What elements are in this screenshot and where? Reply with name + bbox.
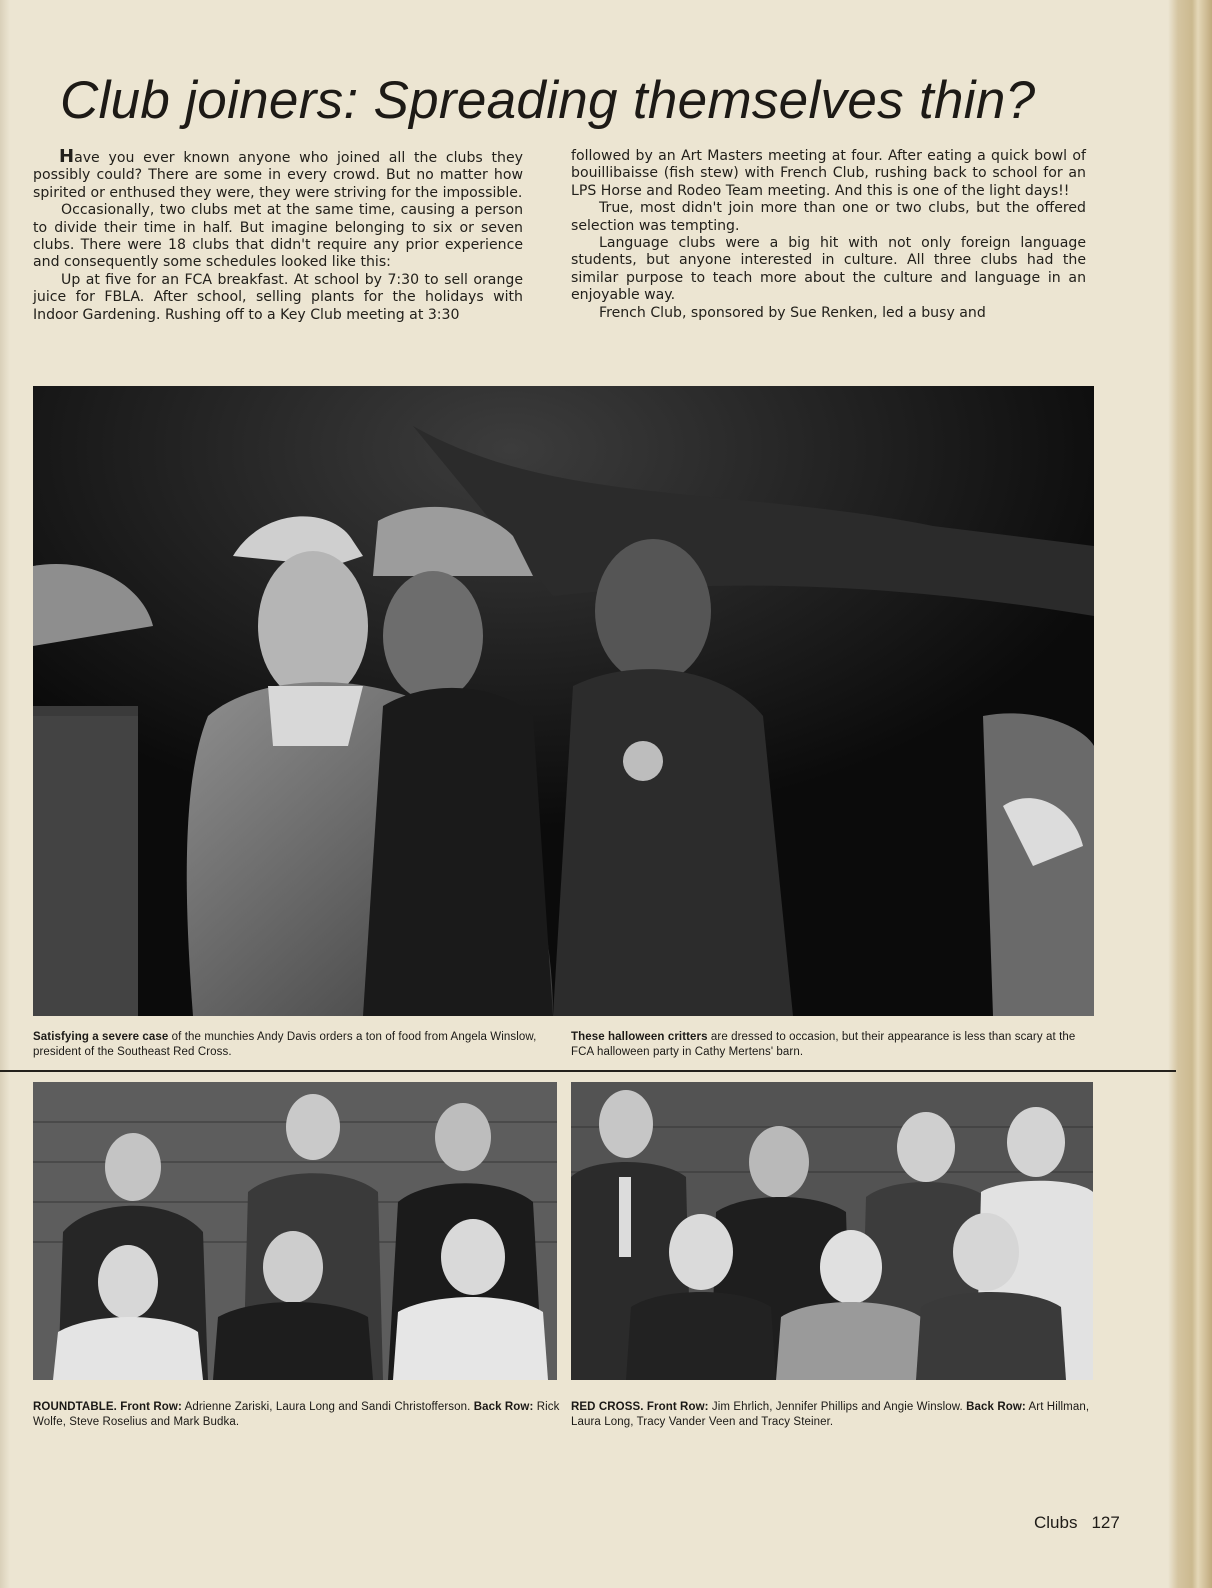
article-left-column: [33, 148, 523, 324]
club-name: ROUNDTABLE.: [33, 1401, 117, 1413]
caption-lead: Satisfying a severe case: [33, 1031, 169, 1043]
section-divider: [0, 1070, 1176, 1072]
page-binding-edge: [1168, 0, 1212, 1588]
main-photo-caption-left: Satisfying a severe case of the munchies Andy Davis orders a ton of food from Angela Winslow, president of the Southeast Red Cross.: [33, 1031, 537, 1058]
roundtable-caption: ROUNDTABLE. Front Row: Adrienne Zariski, Laura Long and Sandi Christofferson. Back Row: Rick Wolfe, Steve Roselius and Mark Budka.: [33, 1401, 560, 1428]
caption-lead: These halloween critters: [571, 1031, 708, 1043]
section-name: Clubs: [1034, 1513, 1078, 1532]
article-paragraph: True, most didn't join more than one or two clubs, but the offered selection was tempting.: [571, 200, 1086, 234]
main-photo-caption-right: These halloween critters are dressed to occasion, but their appearance is less than scary at the FCA halloween party in Cathy Mertens' barn.: [571, 1031, 1076, 1058]
article-right-column: [571, 148, 1086, 322]
article-paragraph: Occasionally, two clubs met at the same time, causing a person to divide their time in half. But imagine belonging to six or seven clubs. There were 18 clubs that didn't require any prior experience and consequently some schedules looked like this:: [33, 202, 523, 271]
article-paragraph: followed by an Art Masters meeting at four. After eating a quick bowl of bouillibaisse (fish stew) with French Club, rushing back to school for an LPS Horse and Rodeo Team meeting. And this is one of the light days!!: [571, 148, 1086, 199]
red-cross-caption: RED CROSS. Front Row: Jim Ehrlich, Jennifer Phillips and Angie Winslow. Back Row: Art Hillman, Laura Long, Tracy Vander Veen and Tracy Steiner.: [571, 1401, 1090, 1428]
club-name: RED CROSS.: [571, 1401, 644, 1413]
page-number: 127: [1091, 1513, 1120, 1532]
page-left-edge: [0, 0, 10, 1588]
drop-cap: H: [59, 146, 75, 167]
article-paragraph: Up at five for an FCA breakfast. At school by 7:30 to sell orange juice for FBLA. After school, selling plants for the holidays with Indoor Gardening. Rushing off to a Key Club meeting at 3:30: [33, 271, 523, 323]
halloween-party-photo: [33, 386, 1094, 1016]
article-paragraph: Have you ever known anyone who joined all the clubs they possibly could? There are some in every crowd. But no matter how spirited or enthused they were, they were striving for the impossible.: [33, 146, 523, 201]
page-footer: [1034, 1512, 1120, 1534]
roundtable-group-photo: [33, 1082, 557, 1380]
red-cross-group-photo: [571, 1082, 1093, 1380]
headline: Club joiners: Spreading themselves thin?: [60, 71, 1036, 130]
article-paragraph: French Club, sponsored by Sue Renken, led a busy and: [599, 304, 986, 321]
article-paragraph: Language clubs were a big hit with not only foreign language students, but anyone interested in culture. All three clubs had the similar purpose to teach more about the culture and language in an enjoyable way.: [571, 235, 1086, 304]
